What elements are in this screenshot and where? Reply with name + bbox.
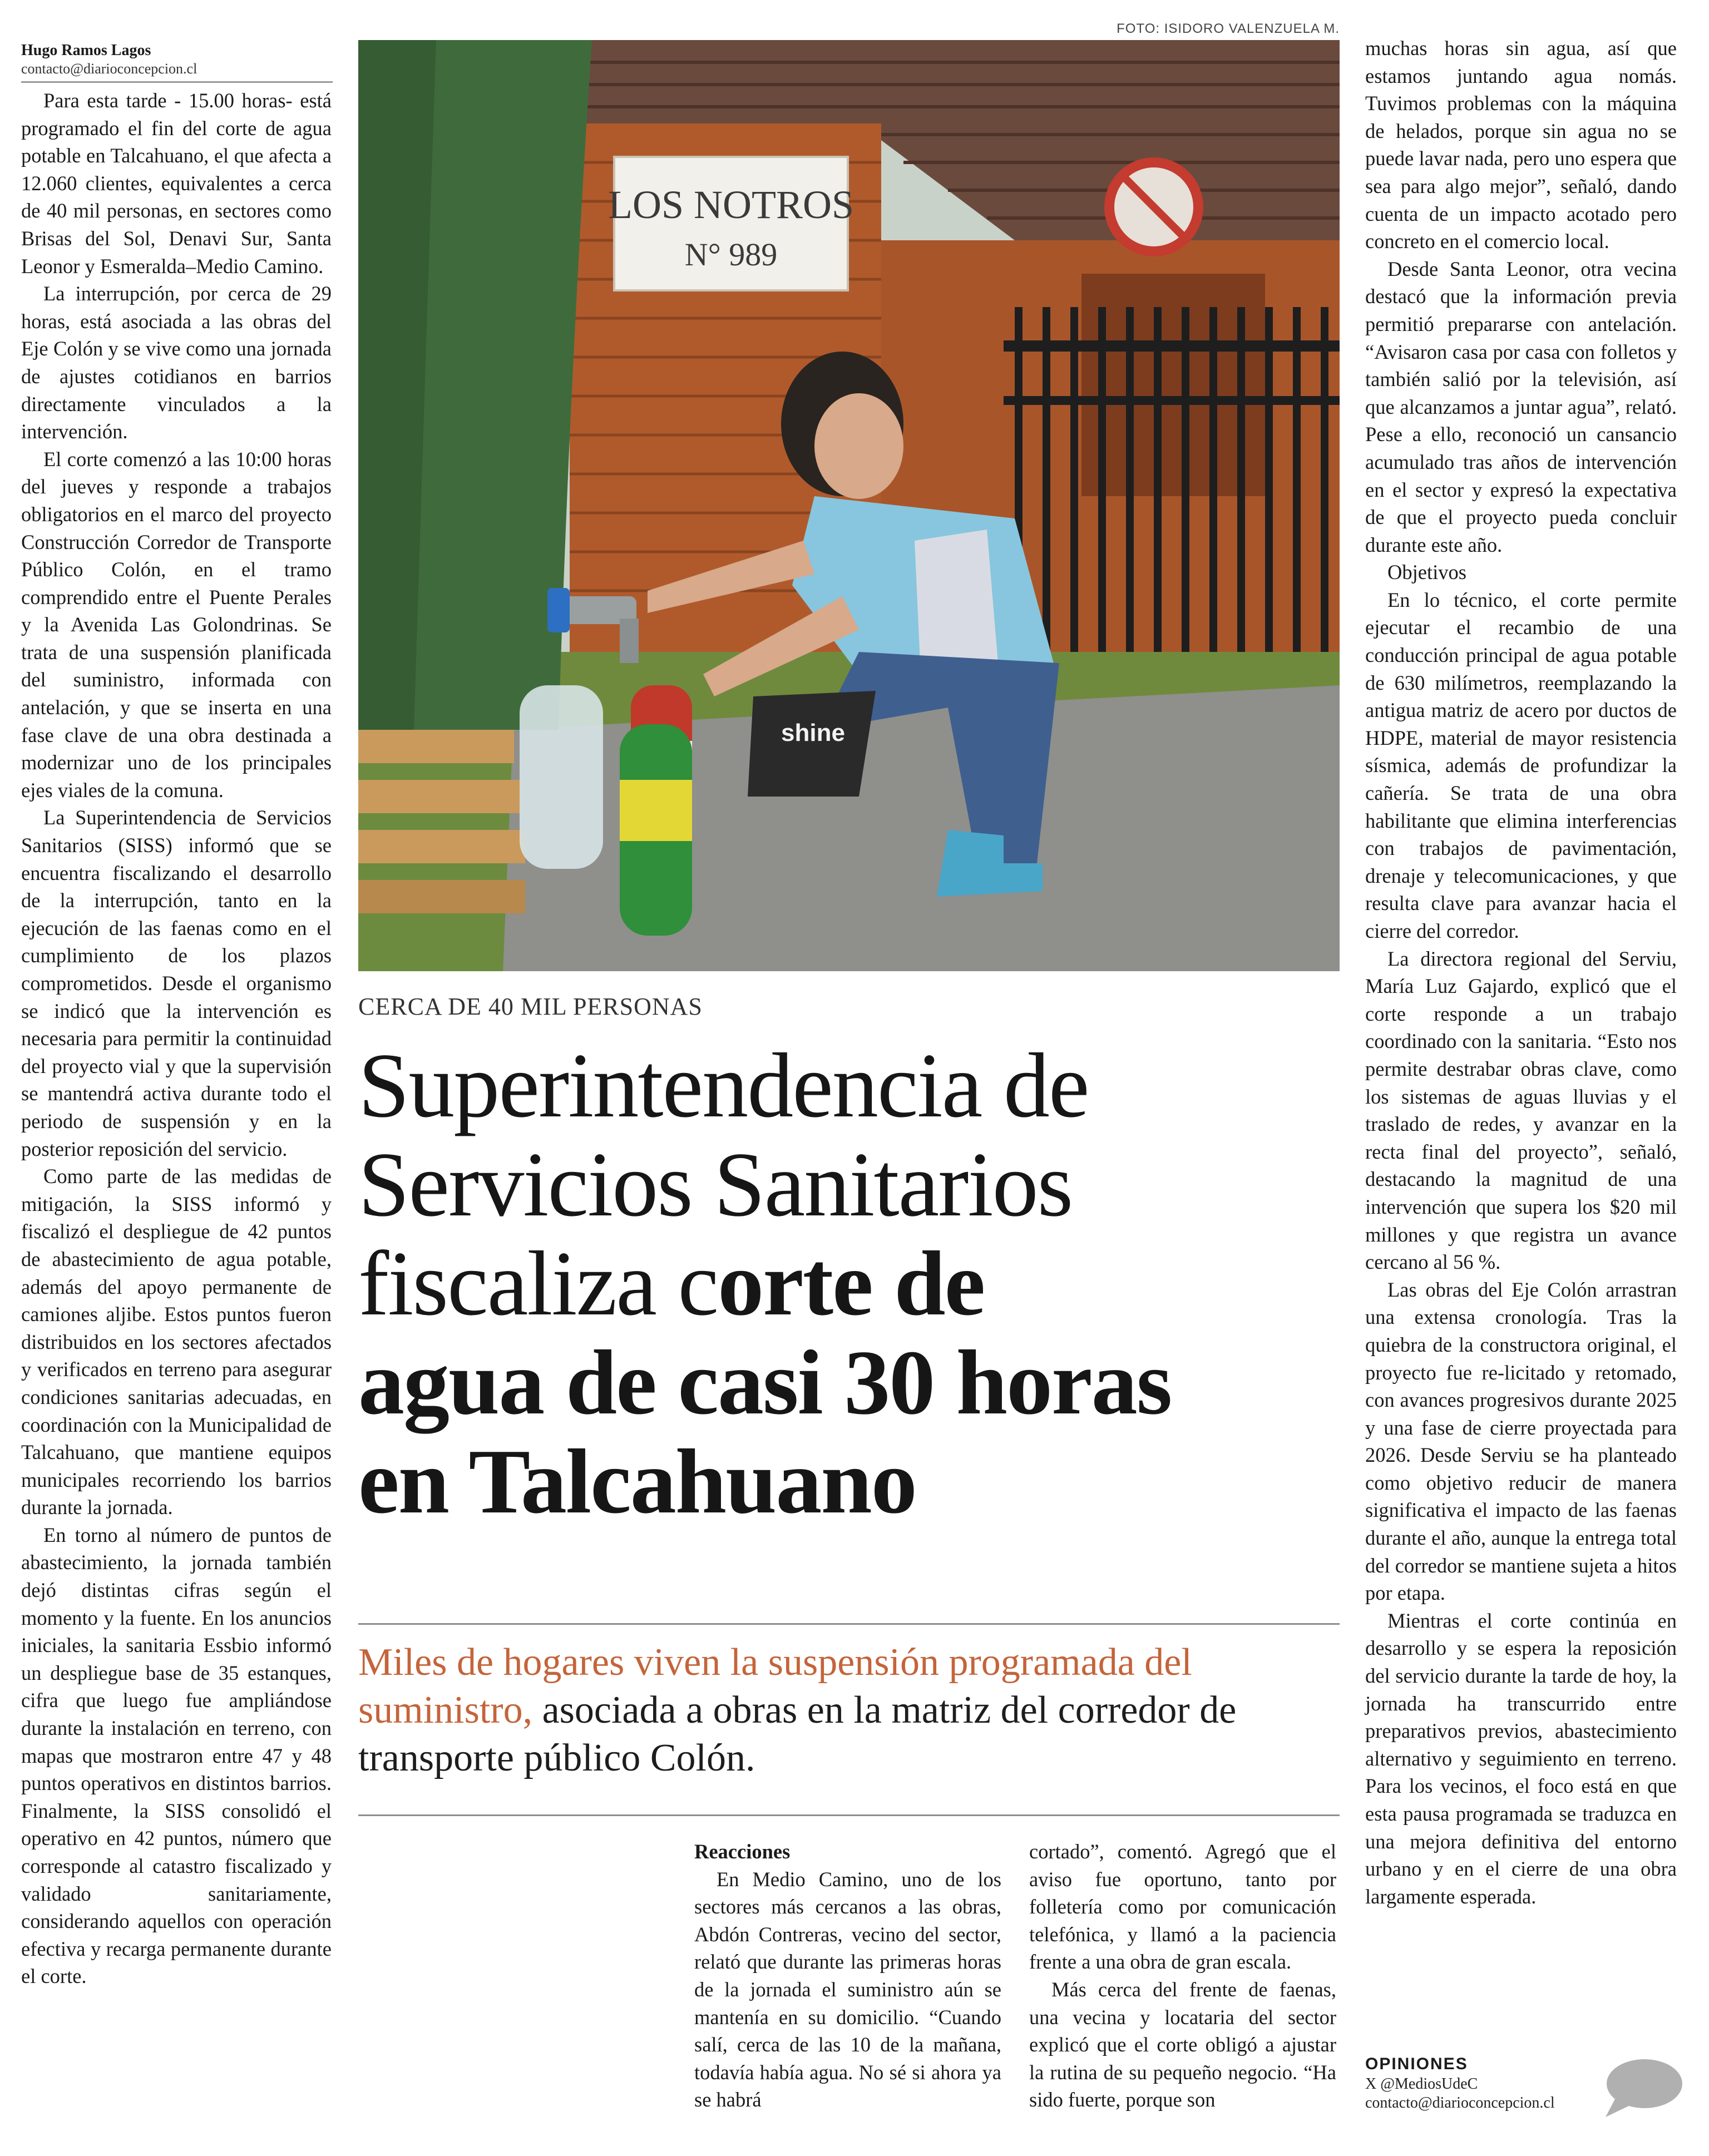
right-column [1365, 34, 1677, 1910]
house-sign-line-2: N° 989 [684, 236, 778, 273]
paragraph: En torno al número de puntos de abastecimiento, la jornada también dejó distintas cifras según el momento y la fuente. En los anuncios iniciales, la sanitaria Essbio informó un despliegue base de 35 estanques, cifra que luego fue ampliándose durante la instalación en terreno, con mapas que mostraron entre 47 y 48 puntos operativos en distintos barrios. Finalmente, la SISS consolidó el operativo en 42 puntos, número que corresponde al catastro fiscalizado y validado sanitariamente, considerando aquellos con operación efectiva y recarga permanente durante el corte. [21, 1523, 332, 1988]
headline-line-2: Servicios Sanitarios [358, 1133, 1073, 1235]
byline [21, 41, 333, 83]
headline-bold-part: orte de [718, 1232, 985, 1334]
article-photo [358, 40, 1340, 971]
paragraph: Más cerca del frente de faenas, una vecina y locataria del sector explicó que el corte obligó a ajustar la rutina de su pequeño negocio. “Ha sido fuerte, porque son [1029, 1977, 1336, 2112]
paragraph: muchas horas sin agua, así que estamos juntando agua nomás. Tuvimos problemas con la máquina de helados, porque sin agua no se puede lavar nada, pero uno espera que sea para algo mejor”, señaló, dando cuenta de un impacto acotado pero concreto en el comercio local. [1365, 37, 1677, 253]
bottom-column-1 [694, 1838, 1001, 2114]
paragraph: La interrupción, por cerca de 29 horas, está asociada a las obras del Eje Colón y se vive como una jornada de ajustes cotidianos en barrios directamente vinculados a la intervención. [21, 282, 332, 443]
paragraph: Para esta tarde - 15.00 horas- está programado el fin del corte de agua potable en Talcahuano, el que afecta a 12.060 clientes, equivalentes a cerca de 40 mil personas, en sectores como Brisas del Sol, Denavi Sur, Santa Leonor y Esmeralda–Medio Camino. [21, 89, 332, 278]
deck-highlight: Miles de hogares viven la suspensión programada del suministro, [358, 1641, 1192, 1732]
headline-line-4: agua de casi 30 horas [358, 1331, 1172, 1433]
headline [358, 1036, 1349, 1531]
divider [358, 1814, 1340, 1816]
headline-light-part: fiscaliza c [358, 1232, 718, 1334]
photo-credit: FOTO: ISIDORO VALENZUELA M. [1117, 21, 1340, 36]
opinions-email[interactable]: contacto@diarioconcepcion.cl [1365, 2094, 1555, 2112]
bottom-column-2 [1029, 1838, 1336, 2114]
social-handle[interactable]: X @MediosUdeC [1365, 2075, 1478, 2093]
speech-bubble-icon [1600, 2057, 1683, 2118]
kicker: CERCA DE 40 MIL PERSONAS [358, 993, 703, 1020]
author-name: Hugo Ramos Lagos [21, 42, 151, 59]
author-email[interactable]: contacto@diarioconcepcion.cl [21, 61, 197, 77]
paragraph: Mientras el corte continúa en desarrollo y se espera la reposición del servicio durante la tarde de hoy, la jornada ha transcurrido entre preparativos previos, abastecimiento alternativo y seguimiento en terreno. Para los vecinos, el foco está en que esta pausa programada se traduzca en una mejora definitiva del entorno urbano y en el cierre de una obra largamente esperada. [1365, 1609, 1677, 1908]
bag-logo: shine [781, 719, 845, 746]
paragraph: Desde Santa Leonor, otra vecina destacó que la información previa permitió prepararse con antelación. “Avisaron casa por casa con folletos y también salió por la televisión, así que alcanzamos a juntar agua”, relató. Pese a ello, reconoció un cansancio acumulado tras años de intervención en el sector y expresó la expectativa de que el proyecto pueda concluir durante este año. [1365, 257, 1677, 556]
paragraph: La directora regional del Serviu, María Luz Gajardo, explicó que el corte responde a un trabajo coordinado con la sanitaria. “Esto nos permite destrabar obras clave, como los sistemas de aguas lluvias y el traslado de redes, y avanzar en la recta final del proyecto”, señaló, destacando la magnitud de una intervención que supera los $20 mil millones y que registra un avance cercano al 56 %. [1365, 947, 1677, 1274]
section-subhead: Objetivos [1387, 561, 1466, 584]
paragraph: Las obras del Eje Colón arrastran una extensa cronología. Tras la quiebra de la constructora original, el proyecto fue re-licitado y retomado, con avances progresivos durante 2025 y una fase de cierre proyectada para 2026. Desde Serviu se ha planteado como objetivo reducir de manera significativa el impacto de las faenas durante el año, aunque la entrega total del corredor se mantiene sujeta a hitos por etapa. [1365, 1278, 1677, 1605]
headline-line-5: en Talcahuano [358, 1430, 916, 1532]
headline-line-3 [358, 1234, 1349, 1333]
paragraph: El corte comenzó a las 10:00 horas del jueves y responde a trabajos obligatorios en el marco del proyecto Construcción Corredor de Transporte Público Colón, en el tramo comprendido entre el Puente Perales y la Avenida Las Golondrinas. Se trata de una suspensión planificada del suministro, informada con antelación, y que se inserta en una fase clave de una obra destinada a modernizar uno de los principales ejes viales de la comuna. [21, 447, 332, 802]
deck [358, 1639, 1326, 1782]
deck-rest: asociada a obras en la matriz del corredor de transporte público Colón. [358, 1689, 1237, 1779]
paragraph: En lo técnico, el corte permite ejecutar el recambio de una conducción principal de agua potable de 630 milímetros, reemplazando la antigua matriz de acero por ductos de HDPE, material de mayor resistencia sísmica, además de profundizar la cañería. Se trata de una obra habilitante que elimina interferencias con trabajos de pavimentación, drenaje y telecomunicaciones, y que resulta clave para avanzar hacia el cierre del corredor. [1365, 588, 1677, 942]
divider [358, 1623, 1340, 1625]
headline-line-1: Superintendencia de [358, 1034, 1089, 1136]
section-heading: Reacciones [694, 1840, 791, 1863]
paragraph: Como parte de las medidas de mitigación, la SISS informó y fiscalizó el despliegue de 42 puntos de abastecimiento de agua potable, además del apoyo permanente de camiones aljibe. Estos puntos fueron distribuidos en los sectores afectados y verificados en terreno para asegurar condiciones sanitarias adecuadas, en coordinación con la Municipalidad de Talcahuano, que mantiene equipos municipales recorriendo los barrios durante la jornada. [21, 1165, 332, 1519]
house-sign-line-1: LOS NOTROS [607, 182, 854, 227]
paragraph: cortado”, comentó. Agregó que el aviso fue oportuno, tanto por folletería como por comunicación telefónica, y llamó a la paciencia frente a una obra de gran escala. [1029, 1840, 1336, 1974]
opinions-title: OPINIONES [1365, 2055, 1468, 2073]
paragraph: En Medio Camino, uno de los sectores más cercanos a las obras, Abdón Contreras, vecino del sector, relató que durante las primeras horas de la jornada el suministro aún se mantenía en su domicilio. “Cuando salí, cerca de las 10 de la mañana, todavía había agua. No sé si ahora ya se habrá [694, 1867, 1001, 2112]
left-column [21, 87, 332, 1990]
paragraph: La Superintendencia de Servicios Sanitarios (SISS) informó que se encuentra fiscalizando el desarrollo de la interrupción, tanto en la ejecución de las faenas como en el cumplimiento de los plazos comprometidos. Desde el organismo se indicó que la intervención es necesaria para permitir la continuidad del proyecto vial y que la supervisión se mantendrá activa durante todo el periodo de suspensión y en la posterior reposición del servicio. [21, 806, 332, 1160]
